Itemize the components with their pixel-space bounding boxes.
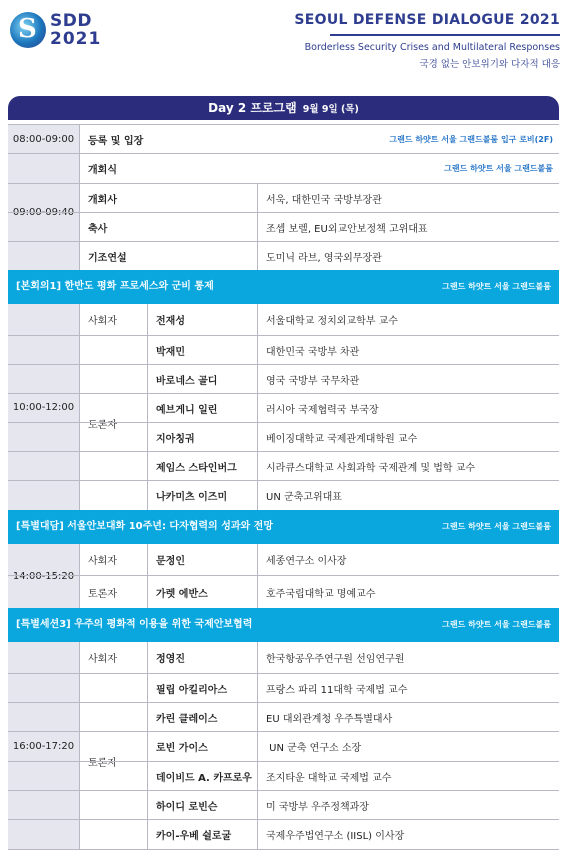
panelist-desc: UN 군축고위대표 bbox=[266, 492, 342, 503]
panelist-name: 바로네스 골디 bbox=[148, 365, 258, 393]
session-time: 14:00-15:20 bbox=[8, 544, 80, 608]
opening-row-desc: 조셉 보렐, EU외교안보정책 고위대표 bbox=[266, 223, 428, 235]
opening-row bbox=[8, 184, 559, 213]
panelist-name: 박재민 bbox=[148, 336, 258, 364]
panelist-name: 예브게니 일린 bbox=[148, 394, 258, 422]
panelist-desc: 영국 국방부 국무차관 bbox=[266, 375, 360, 387]
sdd-logo bbox=[10, 10, 102, 50]
panelist-desc: 미 국방부 우주정책과장 bbox=[266, 801, 369, 813]
session-title: [특별세션3] 우주의 평화적 이용을 위한 국제안보협력 bbox=[16, 619, 253, 630]
event-theme-en: Borderless Security Crises and Multilateral Responses bbox=[304, 42, 560, 53]
opening-row-label: 축사 bbox=[80, 213, 258, 241]
moderator-row bbox=[8, 304, 559, 336]
panelist-desc: UN 군축 연구소 소장 bbox=[266, 743, 362, 754]
panelist-desc: 국제우주법연구소 (IISL) 이사장 bbox=[266, 831, 405, 842]
logo-text-sdd: SDD bbox=[50, 11, 92, 31]
panelist-row bbox=[8, 452, 559, 481]
session-location: 그랜드 하얏트 서울 그랜드볼룸 bbox=[442, 620, 551, 629]
day-label: Day 2 프로그램 bbox=[208, 101, 297, 115]
panelist-row bbox=[8, 365, 559, 394]
logo-s-mark: S bbox=[18, 14, 37, 44]
moderator-name: 정영진 bbox=[148, 642, 258, 673]
opening-ceremony-row bbox=[8, 154, 559, 184]
panelist-row bbox=[8, 732, 559, 762]
panelist-desc: 프랑스 파리 11대학 국제법 교수 bbox=[266, 684, 408, 696]
panelist-desc: 조지타운 대학교 국제법 교수 bbox=[266, 772, 392, 784]
registration-location: 그랜드 하얏트 서울 그랜드볼룸 입구 로비(2F) bbox=[389, 134, 553, 144]
registration-label: 등록 및 입장 bbox=[88, 135, 144, 147]
opening-ceremony-location: 그랜드 하얏트 서울 그랜드볼룸 bbox=[444, 164, 553, 173]
panelist-row bbox=[8, 820, 559, 850]
opening-row bbox=[8, 213, 559, 242]
panelist-row bbox=[8, 336, 559, 365]
page-header bbox=[0, 0, 578, 90]
registration-time: 08:00-09:00 bbox=[8, 125, 80, 153]
moderator-role: 사회자 bbox=[80, 544, 148, 575]
moderator-desc: 한국항공우주연구원 선임연구원 bbox=[266, 654, 405, 665]
panelist-desc: 시라큐스대학교 사회과학 국제관계 및 법학 교수 bbox=[266, 462, 476, 474]
session-title: [본회의1] 한반도 평화 프로세스와 군비 통제 bbox=[16, 281, 214, 292]
logo-text-year: 2021 bbox=[50, 29, 102, 49]
session-header bbox=[8, 510, 559, 544]
panelist-desc: 베이징대학교 국제관계대학원 교수 bbox=[266, 433, 418, 445]
panelist-row bbox=[8, 481, 559, 510]
panelist-desc: 호주국립대학교 명예교수 bbox=[266, 588, 376, 600]
panel-role: 토론자 bbox=[80, 336, 148, 510]
panelist-desc: 러시아 국제협력국 부국장 bbox=[266, 404, 379, 416]
day-date: 9월 9일 (목) bbox=[302, 104, 359, 115]
panelist-name: 로빈 가이스 bbox=[148, 732, 258, 761]
session-time: 10:00-12:00 bbox=[8, 304, 80, 510]
panelist-row bbox=[8, 423, 559, 452]
moderator-desc: 세종연구소 이사장 bbox=[266, 556, 347, 567]
panelist-row bbox=[8, 674, 559, 703]
panel-role: 토론자 bbox=[80, 674, 148, 850]
opening-row-label: 기조연설 bbox=[80, 242, 258, 270]
panelist-name: 지아칭궈 bbox=[148, 423, 258, 451]
panelist-row bbox=[8, 576, 559, 608]
session-title: [특별대담] 서울안보대화 10주년: 다자협력의 성과와 전망 bbox=[16, 521, 273, 532]
panelist-name: 하이디 로빈슨 bbox=[148, 791, 258, 819]
panelist-name: 제임스 스타인버그 bbox=[148, 452, 258, 480]
panelist-name: 나카미츠 이즈미 bbox=[148, 481, 258, 510]
panelist-desc: 대한민국 국방부 차관 bbox=[266, 346, 360, 358]
panelist-row bbox=[8, 394, 559, 423]
session-location: 그랜드 하얏트 서울 그랜드볼룸 bbox=[442, 522, 551, 531]
moderator-name: 문정인 bbox=[148, 544, 258, 575]
opening-row-desc: 서욱, 대한민국 국방부장관 bbox=[266, 194, 382, 206]
panelist-row bbox=[8, 791, 559, 820]
moderator-row bbox=[8, 642, 559, 674]
panel-role: 토론자 bbox=[80, 576, 148, 608]
session-header bbox=[8, 270, 559, 304]
session-time: 16:00-17:20 bbox=[8, 642, 80, 850]
panelist-name: 가렛 에반스 bbox=[148, 576, 258, 608]
session-location: 그랜드 하얏트 서울 그랜드볼룸 bbox=[442, 282, 551, 291]
moderator-role: 사회자 bbox=[80, 304, 148, 335]
opening-row bbox=[8, 242, 559, 270]
moderator-role: 사회자 bbox=[80, 642, 148, 673]
panelist-row bbox=[8, 762, 559, 791]
registration-row bbox=[8, 124, 559, 154]
moderator-row bbox=[8, 544, 559, 576]
day-title-bar bbox=[8, 96, 559, 120]
panelist-name: 데이비드 A. 카프로우 bbox=[148, 762, 258, 790]
panelist-name: 카이-우베 쉴로굴 bbox=[148, 820, 258, 849]
panelist-name: 필립 아킬리아스 bbox=[148, 674, 258, 702]
opening-ceremony-label: 개회식 bbox=[88, 165, 117, 176]
session-header bbox=[8, 608, 559, 642]
opening-time: 09:00-09:40 bbox=[8, 154, 80, 270]
moderator-name: 전재성 bbox=[148, 304, 258, 335]
panelist-name: 카린 클레이스 bbox=[148, 703, 258, 731]
panelist-row bbox=[8, 703, 559, 732]
event-title: SEOUL DEFENSE DIALOGUE 2021 bbox=[294, 12, 560, 28]
panelist-desc: EU 대외관계청 우주특별대사 bbox=[266, 713, 393, 725]
moderator-desc: 서울대학교 정치외교학부 교수 bbox=[266, 316, 398, 327]
opening-row-label: 개회사 bbox=[80, 184, 258, 212]
opening-row-desc: 도미닉 라브, 영국외무장관 bbox=[266, 252, 382, 264]
event-theme-ko: 국경 없는 안보위기와 다자적 대응 bbox=[419, 59, 560, 70]
title-underline bbox=[330, 34, 560, 36]
